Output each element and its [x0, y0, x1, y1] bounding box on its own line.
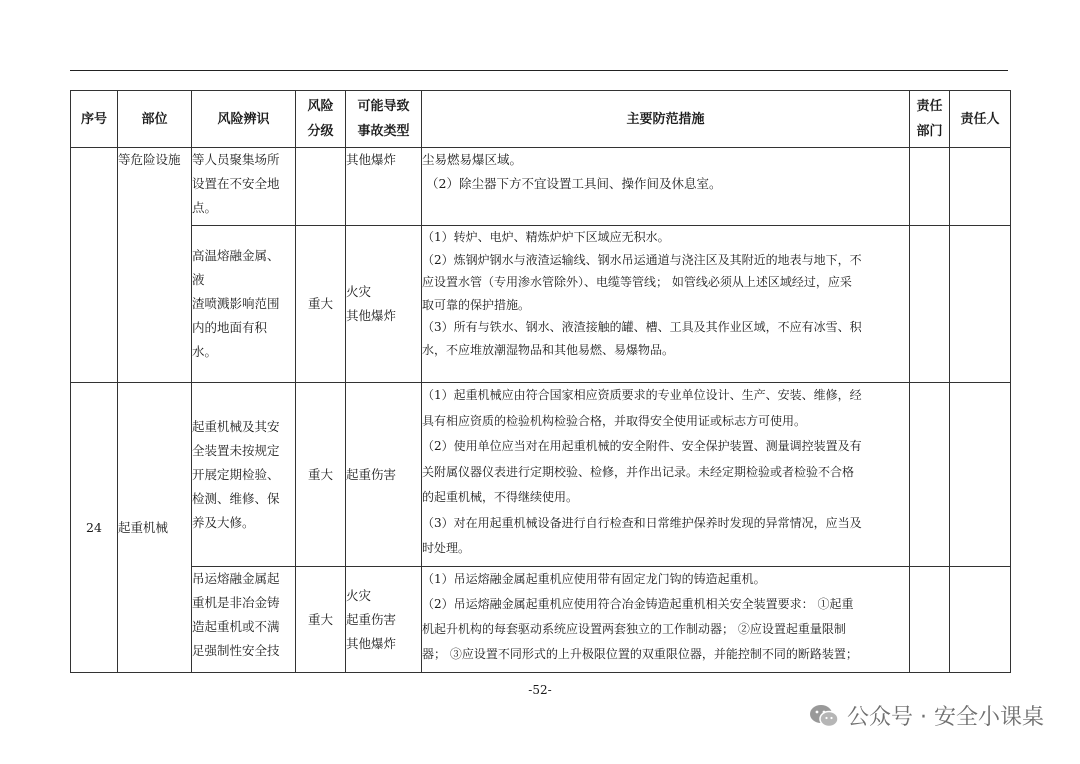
- level-cell: 重大: [296, 567, 346, 673]
- risk-cell: 高温熔融金属、 液 渣喷溅影响范围 内的地面有积 水。: [192, 226, 296, 383]
- wechat-icon: [809, 703, 839, 729]
- accident-cell: 火灾 起重伤害 其他爆炸: [346, 567, 422, 673]
- level-cell: 重大: [296, 383, 346, 567]
- dept-cell: [910, 148, 950, 226]
- header-risk: 风险辨识: [192, 91, 296, 148]
- header-accident: 可能导致 事故类型: [346, 91, 422, 148]
- measures-cell: 尘易燃易爆区域。 （2）除尘器下方不宜设置工具间、操作间及休息室。: [422, 148, 910, 226]
- risk-cell: 等人员聚集场所 设置在不安全地 点。: [192, 148, 296, 226]
- top-rule: [70, 70, 1008, 71]
- location-cell: 起重机械: [118, 383, 192, 673]
- header-person: 责任人: [950, 91, 1011, 148]
- page-number: -52-: [528, 683, 552, 697]
- accident-cell: 火灾 其他爆炸: [346, 226, 422, 383]
- risk-cell: 吊运熔融金属起 重机是非冶金铸 造起重机或不满 足强制性安全技: [192, 567, 296, 673]
- header-seq: 序号: [71, 91, 118, 148]
- header-dept: 责任 部门: [910, 91, 950, 148]
- table-row: [71, 226, 1011, 383]
- accident-cell: 起重伤害: [346, 383, 422, 567]
- accident-cell: 其他爆炸: [346, 148, 422, 226]
- table-row: [71, 383, 1011, 567]
- risk-cell: 起重机械及其安 全装置未按规定 开展定期检验、 检测、维修、保 养及大修。: [192, 383, 296, 567]
- dept-cell: [910, 226, 950, 383]
- seq-cell: [71, 148, 118, 383]
- level-cell: [296, 148, 346, 226]
- dept-cell: [910, 567, 950, 673]
- person-cell: [950, 226, 1011, 383]
- table-header-row: [71, 91, 1011, 148]
- watermark-label: 公众号 · 安全小课桌: [847, 705, 1044, 730]
- person-cell: [950, 148, 1011, 226]
- level-cell: 重大: [296, 226, 346, 383]
- header-level: 风险 分级: [296, 91, 346, 148]
- header-location: 部位: [118, 91, 192, 148]
- seq-cell: 24: [71, 383, 118, 673]
- header-measures: 主要防范措施: [422, 91, 910, 148]
- person-cell: [950, 383, 1011, 567]
- dept-cell: [910, 383, 950, 567]
- location-cell: 等危险设施: [118, 148, 192, 383]
- measures-cell: （1）起重机械应由符合国家相应资质要求的专业单位设计、生产、安装、维修，经 具有相应资质的检验机构检验合格，并取得安全使用证或标志方可使用。 （2）使用单位应当对在用起重机械的安全附件、安全保护装置、测量调控装置及有 关附属仪器仪表进行定期校验、检修，并作出记录。未经定期检验或者检验不合格 的起重机械，不得继续使用。 （3）对在用起重机械设备进行自行检查和日常维护保养时发现的异常情况，应当及 时处理。: [422, 383, 910, 567]
- person-cell: [950, 567, 1011, 673]
- table-row: [71, 148, 1011, 226]
- measures-cell: （1）转炉、电炉、精炼炉炉下区域应无积水。 （2）炼钢炉钢水与液渣运输线、钢水吊运通道与浇注区及其附近的地表与地下，不 应设置水管（专用渗水管除外）、电缆等管线； 如管线必须从上述区域经过，应采 取可靠的保护措施。 （3）所有与铁水、钢水、液渣接触的罐、槽、工具及其作业区域，不应有冰雪、积 水，不应堆放潮湿物品和其他易燃、易爆物品。: [422, 226, 910, 383]
- watermark: [809, 700, 1044, 731]
- measures-cell: （1）吊运熔融金属起重机应使用带有固定龙门钩的铸造起重机。 （2）吊运熔融金属起重机应使用符合冶金铸造起重机相关安全装置要求： ①起重 机起升机构的每套驱动系统应设置两套独立的工作制动器； ②应设置起重量限制 器； ③应设置不同形式的上升极限位置的双重限位器，并能控制不同的断路装置；: [422, 567, 910, 673]
- risk-table: [70, 90, 1011, 673]
- table-row: [71, 567, 1011, 673]
